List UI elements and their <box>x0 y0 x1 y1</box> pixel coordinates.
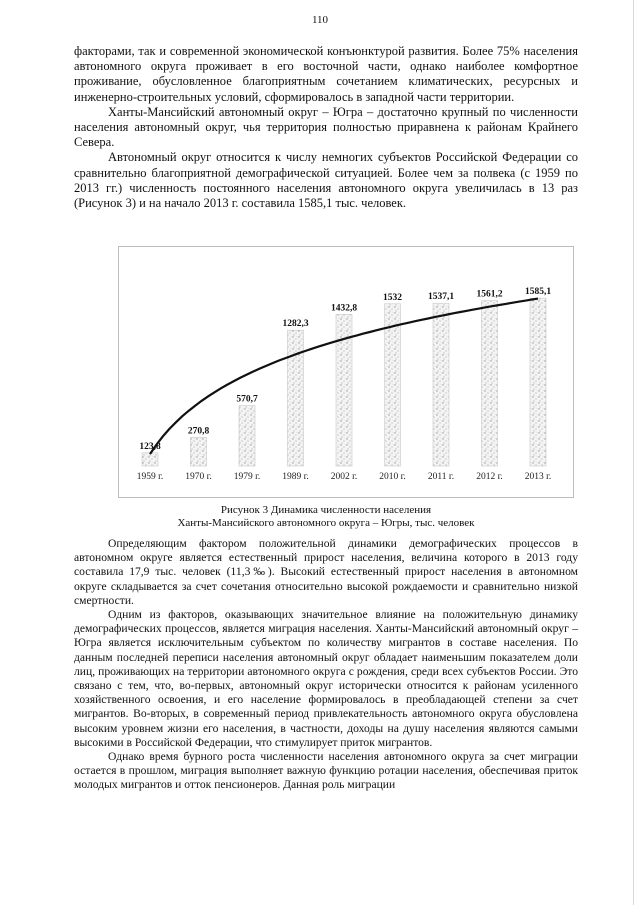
paragraph: Однако время бурного роста численности населения автономного округа за счет миграции остается в прошлом, миграция выполняет важную функцию ротации населения, обеспечивая приток молодых мигрантов и отток пенсионеров. Данная роль миграции <box>74 750 578 792</box>
data-label: 1532 <box>383 292 402 303</box>
data-label: 1585,1 <box>524 287 552 298</box>
paragraph: Ханты-Мансийский автономный округ – Югра – достаточно крупный по численности населения автономный округ, чья территория полностью приравнена к районам Крайнего Севера. <box>74 104 578 150</box>
x-tick-label: 1970 г. <box>185 472 212 482</box>
x-tick-label: 2010 г. <box>379 472 406 482</box>
bar <box>530 298 546 466</box>
body-text-top <box>74 44 578 211</box>
scan-edge <box>633 0 634 905</box>
x-tick-label: 2012 г. <box>476 472 503 482</box>
data-label: 270,8 <box>187 426 210 437</box>
bar <box>239 406 255 466</box>
page-number: 110 <box>311 14 329 26</box>
body-text-bottom <box>74 537 578 793</box>
figure-caption-subtitle: Ханты-Мансийского автономного округа – Югры, тыс. человек <box>177 517 475 529</box>
x-tick-label: 2002 г. <box>330 472 358 482</box>
data-label: 1561,2 <box>476 289 503 300</box>
bar <box>482 301 498 466</box>
bar <box>288 330 304 466</box>
data-label: 1282,3 <box>282 319 309 330</box>
data-label: 1537,1 <box>427 292 455 303</box>
paragraph: факторами, так и современной экономической конъюнктурой развития. Более 75% населения автономного округа проживает в его восточной части, однако наиболее комфортное проживание, обусловленное благоприятным сочетанием климатических, ресурсных и инженерно-строительных условий, сформировалось в западной части территории. <box>74 44 578 104</box>
figure-caption-title: Рисунок 3 Динамика численности населения <box>220 504 432 516</box>
x-tick-label: 1979 г. <box>233 472 261 482</box>
x-tick-label: 2013 г. <box>524 472 552 482</box>
x-tick-label: 1989 г. <box>282 472 309 482</box>
data-label: 1432,8 <box>330 303 358 314</box>
paragraph: Одним из факторов, оказывающих значительное влияние на положительную динамику демографических процессов, является миграция населения. Ханты-Мансийский автономный округ – Югра является исключительным субъектом по количеству мигрантов в составе населения. По данным последней переписи населения автономный округ обладает наименьшим показателем доли лиц, проживающих на территории автономного округа с рождения, среди всех субъектов России. Это связано с тем, что, во-первых, автономный округ исторически относится к районам усиленного хозяйственного освоения, и его население формировалось в преобладающей степени за счет мигрантов. Во-вторых, в современный период привлекательность автономного округа обусловлена высоким уровнем жизни его населения, в частности, доходы на душу населения являются самыми высокими в Российской Федерации, что стимулирует приток мигрантов. <box>74 608 578 749</box>
paragraph: Автономный округ относится к числу немногих субъектов Российской Федерации со сравнительно благоприятной демографической ситуацией. Более чем за полвека (с 1959 по 2013 гг.) численность постоянного населения автономного округа увеличилась в 13 раз (Рисунок 3) и на начало 2013 г. составила 1585,1 тыс. человек. <box>74 150 578 211</box>
x-tick-label: 2011 г. <box>427 472 455 482</box>
paragraph: Определяющим фактором положительной динамики демографических процессов в автономном округе является естественный прирост населения, величина которого в 2013 году составила 17,9 тыс. человек (11,3‰). Высокий естественный прирост населения в автономном округе складывается за счет сочетания относительно высокой рождаемости и сравнительно низкой смертности. <box>74 537 578 607</box>
population-chart-svg <box>118 246 574 498</box>
data-label: 123,8 <box>139 441 161 452</box>
data-label: 570,7 <box>236 394 258 405</box>
population-chart <box>118 246 574 498</box>
bar <box>191 437 207 466</box>
x-tick-label: 1959 г. <box>136 472 164 482</box>
bar <box>142 453 158 466</box>
bar <box>433 303 449 466</box>
